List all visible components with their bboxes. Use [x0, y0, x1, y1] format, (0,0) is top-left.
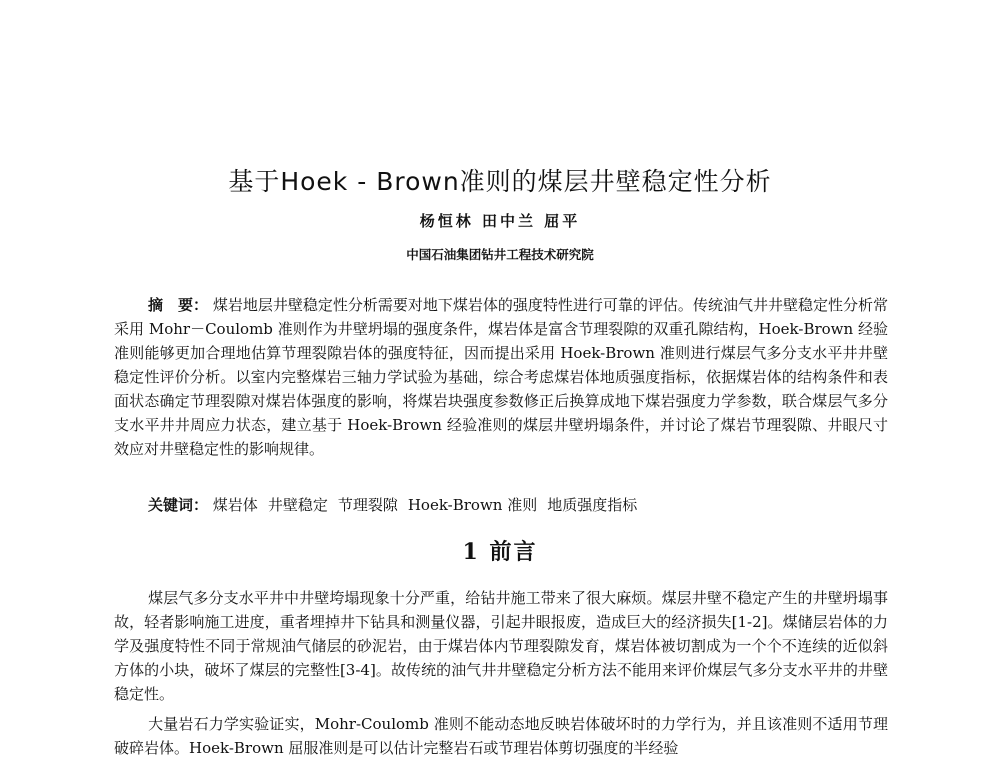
- keyword: 煤岩体: [212, 496, 258, 514]
- paragraph-text: 煤层气多分支水平井中井壁垮塌现象十分严重，给钻井施工带来了很大麻烦。煤层井壁不稳定产生的井壁坍塌事故，轻者影响施工进度，重者埋掉井下钻具和测量仪器，引起井眼报废，造成巨大的经济损失[1-2]。煤储层岩体的力学及强度特性不同于常规油气储层的砂泥岩，由于煤岩体内节理裂隙发育，煤岩体被切割成为一个个不连续的近似斜方体的小块，破坏了煤层的完整性[3-4]。故传统的油气井井壁稳定分析方法不能用来评价煤层气多分支水平井的井壁稳定性。: [114, 589, 888, 703]
- abstract-label: 摘 要：: [148, 296, 209, 314]
- section-heading: 1 前言: [462, 539, 538, 565]
- keywords-line: [148, 494, 647, 515]
- paragraph-text: 大量岩石力学实验证实，Mohr-Coulomb 准则不能动态地反映岩体破坏时的力学行为，并且该准则不适用节理破碎岩体。Hoek-Brown 屈服准则是可以估计完整岩石或节理岩体剪切强度的半经验: [114, 715, 888, 757]
- abstract: [114, 293, 888, 461]
- paper-authors: 杨恒林 田中兰 屈平: [419, 212, 581, 230]
- paper-title: 基于Hoek - Brown准则的煤层井壁稳定性分析: [228, 167, 772, 196]
- body-paragraph: [114, 586, 888, 706]
- keyword: 地质强度指标: [547, 496, 638, 514]
- keyword: 节理裂隙: [337, 496, 398, 514]
- keyword: Hoek-Brown 准则: [407, 496, 538, 514]
- keyword: 井壁稳定: [267, 496, 328, 514]
- body-paragraph: [114, 712, 888, 760]
- keywords-label: 关键词：: [148, 496, 209, 514]
- paper-affiliation: 中国石油集团钻井工程技术研究院: [406, 247, 594, 262]
- abstract-text: 煤岩地层井壁稳定性分析需要对地下煤岩体的强度特性进行可靠的评估。传统油气井井壁稳定性分析常采用 Mohr－Coulomb 准则作为井壁坍塌的强度条件，煤岩体是富含节理裂隙的双重孔隙结构，Hoek-Brown 经验准则能够更加合理地估算节理裂隙岩体的强度特征，因而提出采用 Hoek-Brown 准则进行煤层气多分支水平井井壁稳定性评价分析。以室内完整煤岩三轴力学试验为基础，综合考虑煤岩体地质强度指标，依据煤岩体的结构条件和表面状态确定节理裂隙对煤岩体强度的影响，将煤岩块强度参数修正后换算成地下煤岩强度力学参数，联合煤层气多分支水平井井周应力状态，建立基于 Hoek-Brown 经验准则的煤层井壁坍塌条件，并讨论了煤岩节理裂隙、井眼尺寸效应对井壁稳定性的影响规律。: [114, 296, 888, 458]
